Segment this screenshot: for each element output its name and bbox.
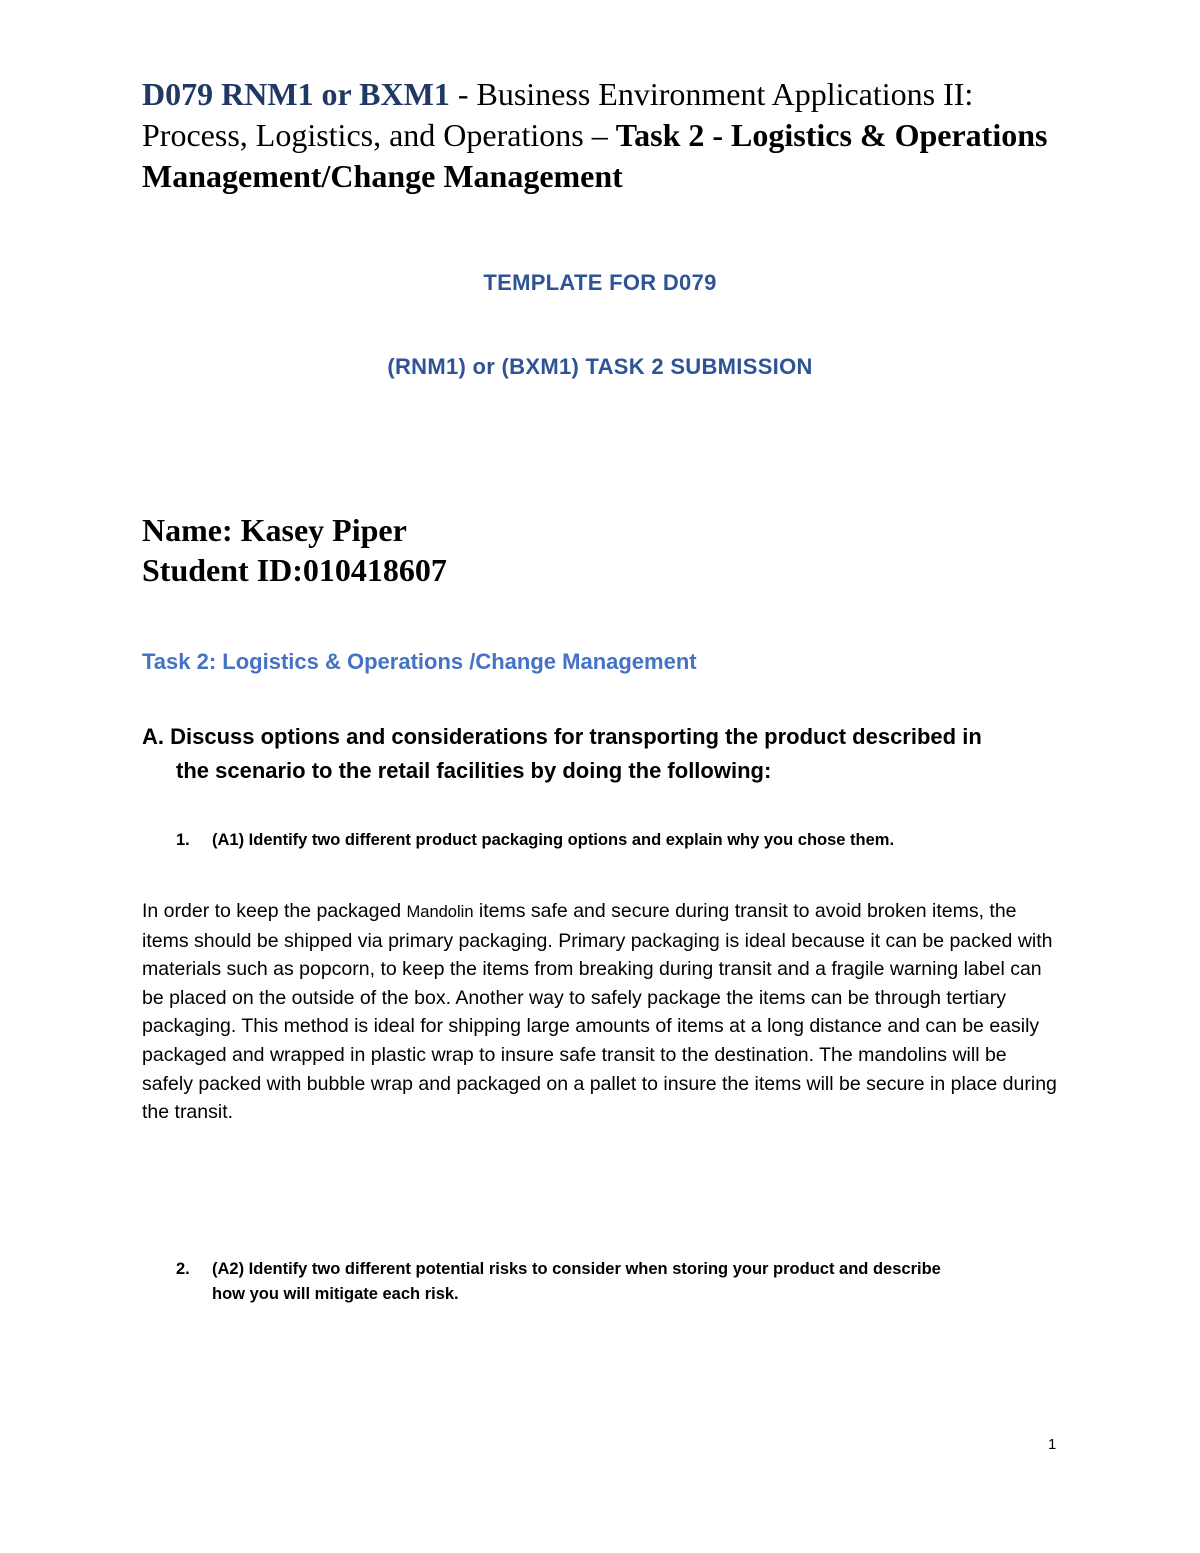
section-a-line2: the scenario to the retail facilities by doing the following: xyxy=(176,758,772,783)
question-number: 2. xyxy=(176,1260,190,1278)
product-name: Mandolin xyxy=(406,903,474,921)
answer-text-start: In order to keep the packaged xyxy=(142,900,407,922)
section-a-prompt xyxy=(142,720,1082,788)
submission-heading: (RNM1) or (BXM1) TASK 2 SUBMISSION xyxy=(387,354,813,379)
course-title: - Business Environment Applications II: Process, Logistics, and Operations – xyxy=(142,76,974,153)
question-text-line2: how you will mitigate each risk. xyxy=(212,1285,459,1303)
question-a2 xyxy=(176,1257,1076,1307)
template-heading: TEMPLATE FOR D079 xyxy=(483,270,717,295)
section-a-line1: A. Discuss options and considerations for transporting the product described in xyxy=(142,724,982,749)
document-title xyxy=(142,74,1072,197)
answer-a1 xyxy=(142,897,1062,1127)
answer-text-rest: items safe and secure during transit to avoid broken items, the items should be shipped via primary packaging. Primary packaging is ideal because it can be packed with materials such as popcorn, to keep the items from breaking during transit and a fragile warning label can be placed on the outside of the box. Another way to safely package the items can be through tertiary packaging. This method is ideal for shipping large amounts of items at a long distance and can be easily packaged and wrapped in plastic wrap to insure safe transit to the destination. The mandolins will be safely packed with bubble wrap and packaged on a pallet to insure the items will be secure in place during the transit. xyxy=(142,900,1057,1124)
course-code: D079 RNM1 or BXM1 xyxy=(142,76,450,112)
question-number: 1. xyxy=(176,831,190,849)
question-text-line1: (A2) Identify two different potential risks to consider when storing your product and describe xyxy=(212,1260,941,1278)
question-text: (A1) Identify two different product packaging options and explain why you chose them. xyxy=(212,831,895,849)
student-name: Name: Kasey Piper xyxy=(142,512,407,548)
question-a1 xyxy=(176,828,1076,853)
student-info xyxy=(142,510,447,590)
task-title: Task 2 - Logistics & Operations Management/Change Management xyxy=(142,117,1048,194)
student-id: Student ID:010418607 xyxy=(142,552,447,588)
page-number: 1 xyxy=(1048,1436,1057,1453)
task-heading: Task 2: Logistics & Operations /Change Management xyxy=(142,649,697,674)
